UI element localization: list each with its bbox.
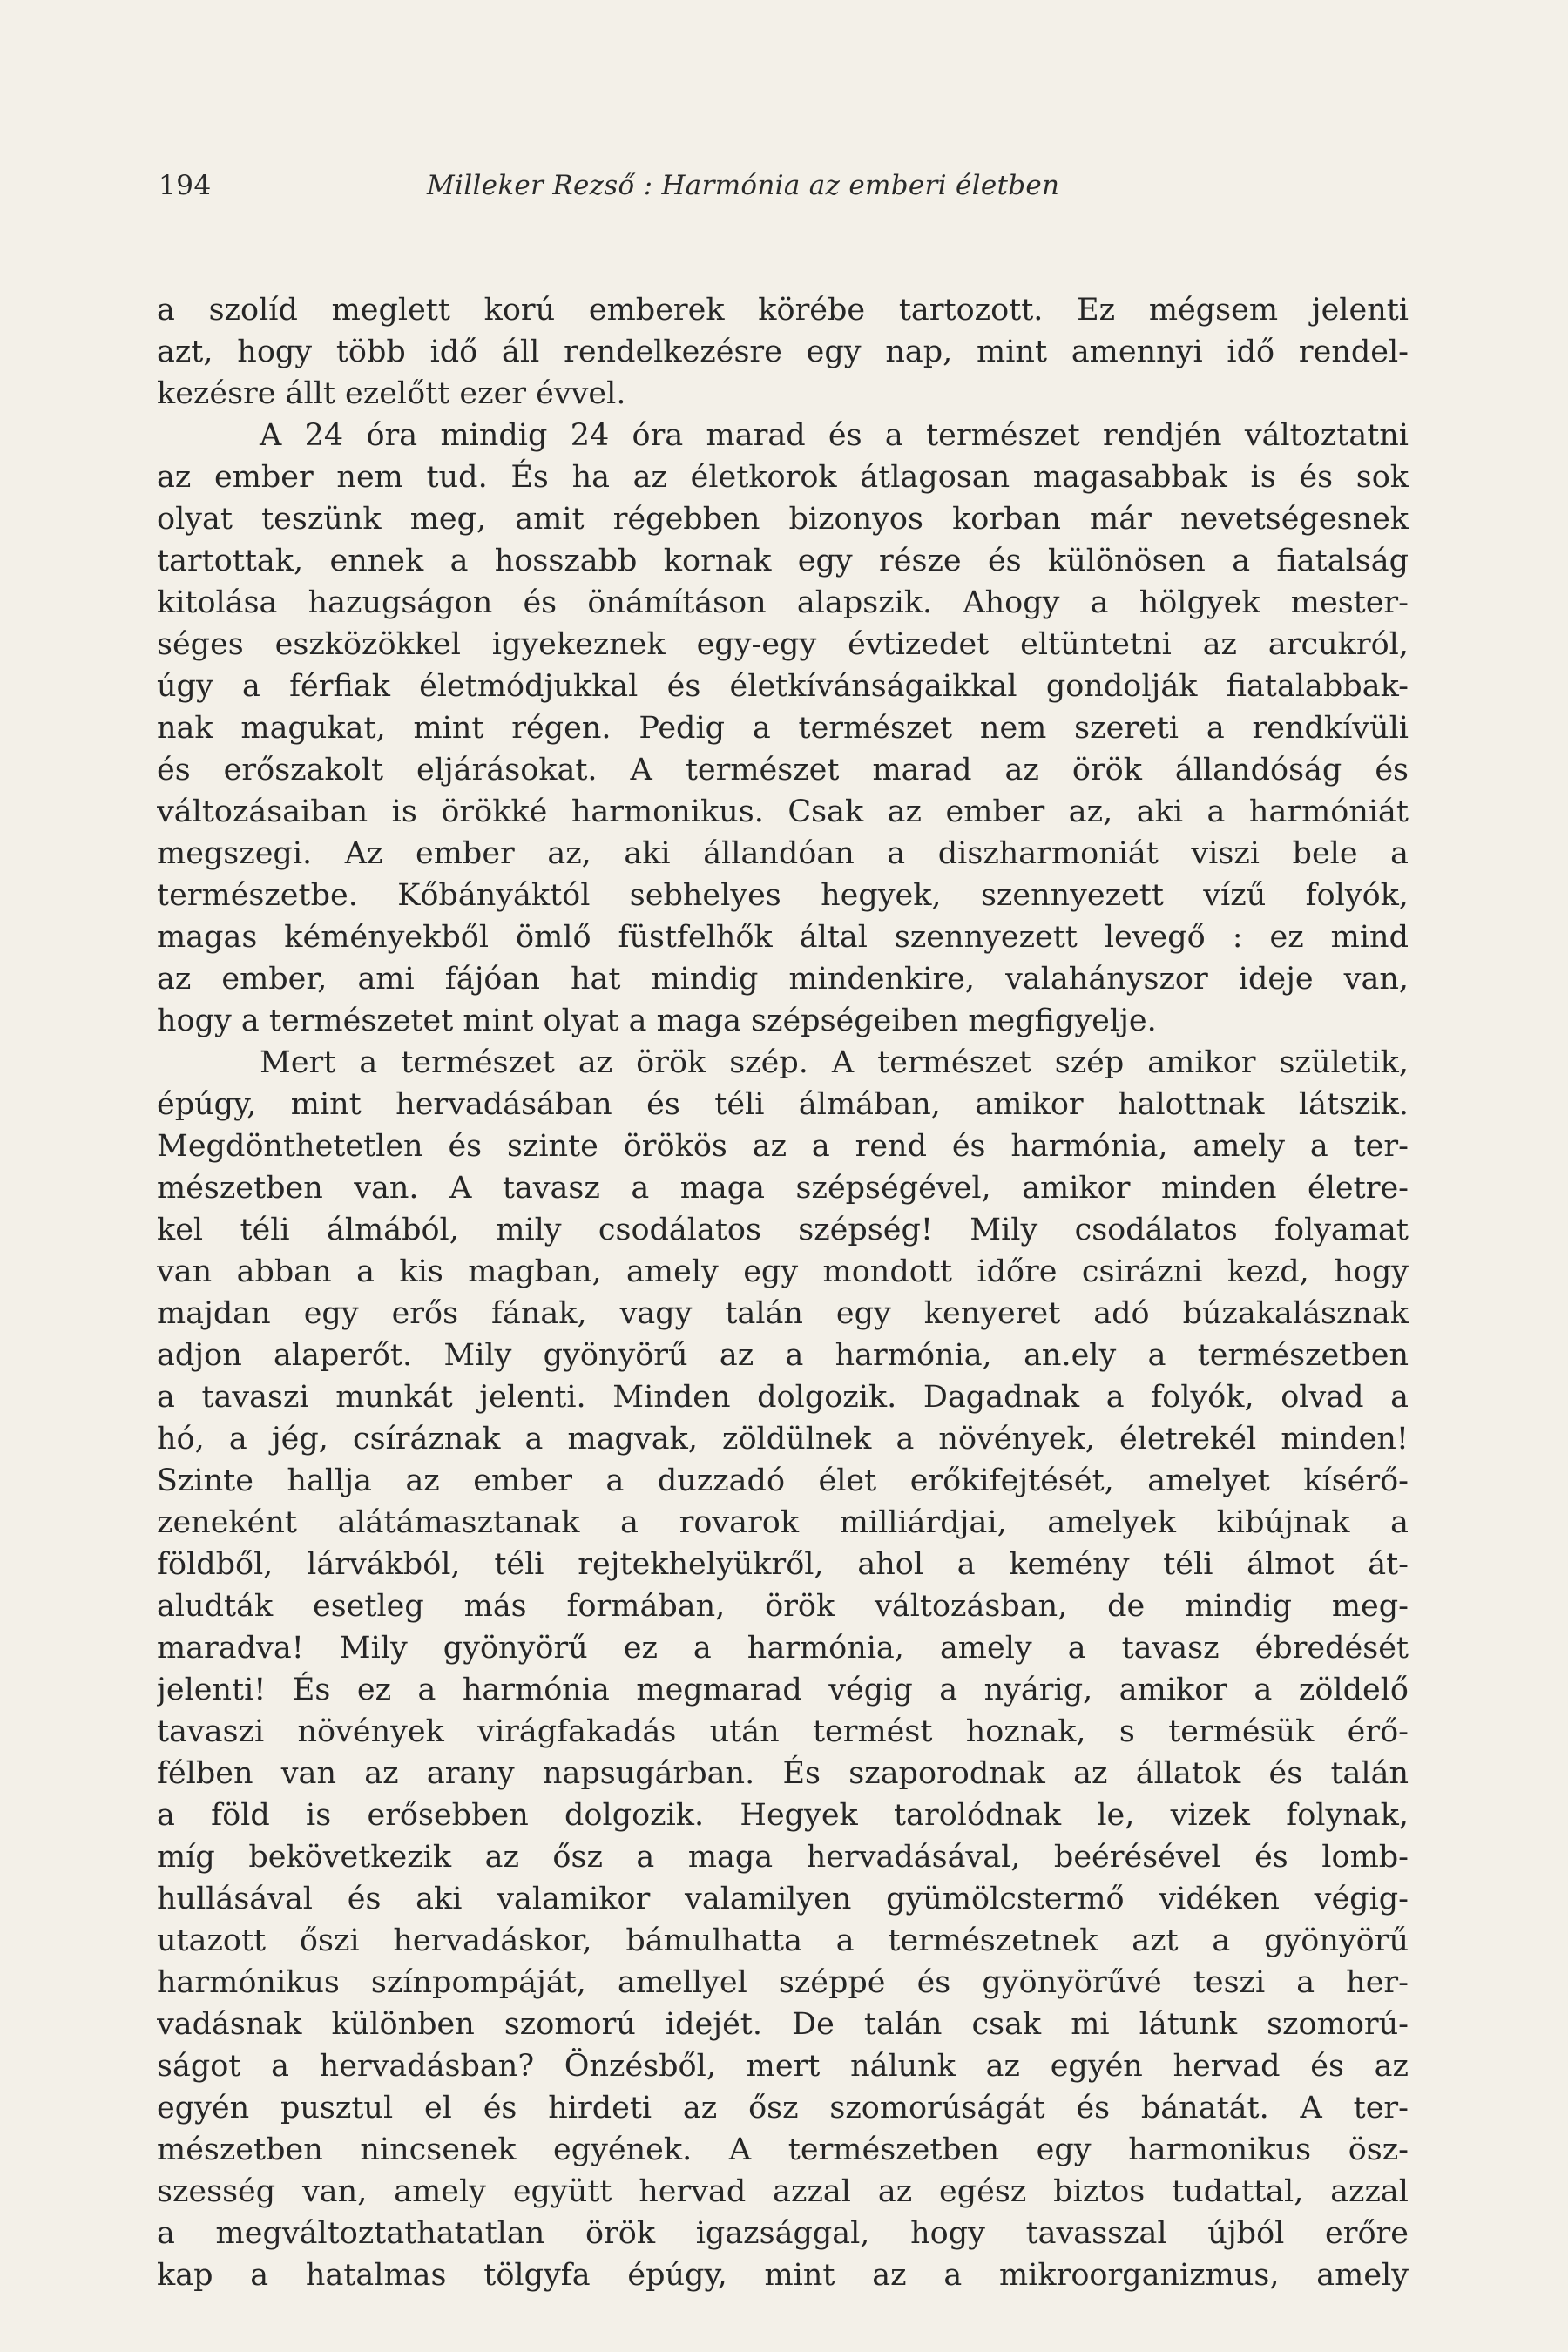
text-line: úgy a férfiak életmódjukkal és életkívánságaikkal gondolják fiatalabbak- — [157, 669, 1409, 704]
text-line: tavaszi növények virágfakadás után termést hoznak, s termésük érő- — [157, 1714, 1409, 1749]
text-line: kezésre állt ezelőtt ezer évvel. — [157, 376, 626, 411]
text-line: magas kéményekből ömlő füstfelhők által szennyezett levegő : ez mind — [157, 920, 1409, 955]
page-header — [159, 170, 1408, 213]
text-line: maradva! Mily gyönyörű ez a harmónia, amely a tavasz ébredését — [157, 1631, 1409, 1666]
text-line: nak magukat, mint régen. Pedig a természet nem szereti a rendkívüli — [157, 711, 1409, 746]
text-line: az ember, ami fájóan hat mindig mindenkire, valahányszor ideje van, — [157, 962, 1409, 997]
text-line: van abban a kis magban, amely egy mondott időre csirázni kezd, hogy — [157, 1254, 1409, 1289]
text-line: hullásával és aki valamikor valamilyen gyümölcstermő vidéken végig- — [157, 1882, 1409, 1916]
text-line: a szolíd meglett korú emberek körébe tartozott. Ez mégsem jelenti — [157, 293, 1409, 328]
text-line: épúgy, mint hervadásában és téli álmában, amikor halottnak látszik. — [157, 1087, 1409, 1122]
text-line: míg bekövetkezik az ősz a maga hervadásával, beérésével és lomb- — [157, 1840, 1409, 1875]
text-line: tartottak, ennek a hosszabb kornak egy része és különösen a fiatalság — [157, 544, 1409, 578]
text-line: jelenti! És ez a harmónia megmarad végig a nyárig, amikor a zöldelő — [157, 1673, 1409, 1707]
text-line: utazott őszi hervadáskor, bámulhatta a természetnek azt a gyönyörű — [157, 1923, 1409, 1958]
text-line: zeneként alátámasztanak a rovarok milliárdjai, amelyek kibújnak a — [157, 1505, 1409, 1540]
text-line: megszegi. Az ember az, aki állandóan a diszharmoniát viszi bele a — [157, 836, 1409, 871]
body-text — [157, 289, 1409, 2296]
text-line: kap a hatalmas tölgyfa épúgy, mint az a mikroorganizmus, amely — [157, 2258, 1409, 2293]
text-line: és erőszakolt eljárásokat. A természet marad az örök állandóság és — [157, 753, 1409, 787]
text-line: Mert a természet az örök szép. A természet szép amikor születik, — [260, 1045, 1409, 1080]
text-line: félben van az arany napsugárban. És szaporodnak az állatok és talán — [157, 1756, 1409, 1791]
text-line: kitolása hazugságon és önámításon alapszik. Ahogy a hölgyek mester- — [157, 585, 1409, 620]
text-line: kel téli álmából, mily csodálatos szépség! Mily csodálatos folyamat — [157, 1213, 1409, 1247]
text-line: mészetben nincsenek egyének. A természetben egy harmonikus ösz- — [157, 2132, 1409, 2167]
text-line: azt, hogy több idő áll rendelkezésre egy nap, mint amennyi idő rendel- — [157, 335, 1409, 369]
text-line: természetbe. Kőbányáktól sebhelyes hegyek, szennyezett vízű folyók, — [157, 878, 1409, 913]
page-number: 194 — [159, 170, 212, 201]
text-line: olyat teszünk meg, amit régebben bizonyos korban már nevetségesnek — [157, 502, 1409, 537]
text-line: Megdönthetetlen és szinte örökös az a rend és harmónia, amely a ter- — [157, 1129, 1409, 1164]
text-line: szesség van, amely együtt hervad azzal az egész biztos tudattal, azzal — [157, 2174, 1409, 2209]
text-line: az ember nem tud. És ha az életkorok átlagosan magasabbak is és sok — [157, 460, 1409, 495]
text-line: a föld is erősebben dolgozik. Hegyek tarolódnak le, vizek folynak, — [157, 1798, 1409, 1833]
text-line: séges eszközökkel igyekeznek egy-egy évtizedet eltüntetni az arcukról, — [157, 627, 1409, 662]
text-line: hogy a természetet mint olyat a maga szépségeiben megfigyelje. — [157, 1004, 1157, 1038]
text-line: mészetben van. A tavasz a maga szépségével, amikor minden életre- — [157, 1171, 1409, 1206]
text-line: változásaiban is örökké harmonikus. Csak az ember az, aki a harmóniát — [157, 794, 1409, 829]
text-line: adjon alaperőt. Mily gyönyörű az a harmónia, an.ely a természetben — [157, 1338, 1409, 1373]
text-line: Szinte hallja az ember a duzzadó élet erőkifejtését, amelyet kísérő- — [157, 1463, 1409, 1498]
text-line: földből, lárvákból, téli rejtekhelyükről, ahol a kemény téli álmot át- — [157, 1547, 1409, 1582]
text-line: hó, a jég, csíráznak a magvak, zöldülnek a növények, életrekél minden! — [157, 1422, 1409, 1456]
text-line: harmónikus színpompáját, amellyel széppé és gyönyörűvé teszi a her- — [157, 1965, 1409, 2000]
running-title: Milleker Rezső : Harmónia az emberi életben — [427, 170, 1060, 201]
text-line: a megváltoztathatatlan örök igazsággal, hogy tavasszal újból erőre — [157, 2216, 1409, 2251]
text-line: egyén pusztul el és hirdeti az ősz szomorúságát és bánatát. A ter- — [157, 2091, 1409, 2126]
text-line: vadásnak különben szomorú idejét. De talán csak mi látunk szomorú- — [157, 2007, 1409, 2042]
text-line: majdan egy erős fának, vagy talán egy kenyeret adó búzakalásznak — [157, 1296, 1409, 1331]
text-line: aludták esetleg más formában, örök változásban, de mindig meg- — [157, 1589, 1409, 1624]
text-line: A 24 óra mindig 24 óra marad és a természet rendjén változtatni — [260, 418, 1409, 453]
text-line: ságot a hervadásban? Önzésből, mert nálunk az egyén hervad és az — [157, 2049, 1409, 2084]
text-line: a tavaszi munkát jelenti. Minden dolgozik. Dagadnak a folyók, olvad a — [157, 1380, 1409, 1415]
